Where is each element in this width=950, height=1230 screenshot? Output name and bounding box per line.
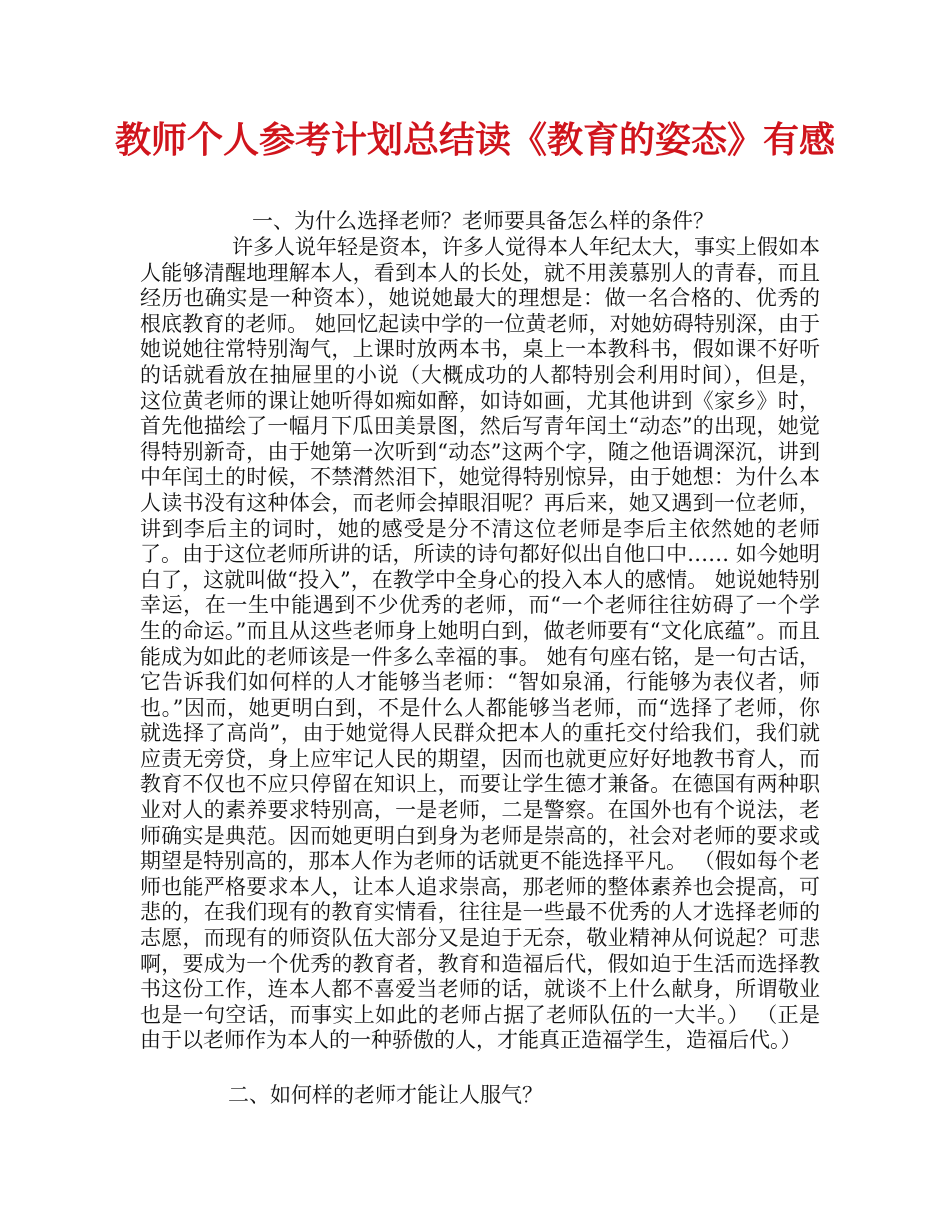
document-title: 教师个人参考计划总结读《教育的姿态》有感 — [114, 120, 835, 161]
section-heading-2: 二、如何样的老师才能让人服气？ — [228, 1083, 543, 1107]
section-heading-1: 一、为什么选择老师？老师要具备怎么样的条件？ — [252, 209, 714, 233]
body-paragraph: 许多人说年轻是资本，许多人觉得本人年纪太大，事实上假如本人能够清醒地理解本人，看到本人的长处，就不用羡慕别人的青春，而且经历也确实是一种资本），她说她最大的理想是：做一名合格的、优秀的根底教育的老师。 她回忆起读中学的一位黄老师，对她妨碍特别深，由于她说她往常特别淘气，上课时放两本书，桌上一本教科书，假如课不好听的话就看放在抽屉里的小说（大概成功的人都特别会利用时间），但是，这位黄老师的课让她听得如痴如醉，如诗如画，尤其他讲到《家乡》时，首先他描绘了一幅月下瓜田美景图，然后写青年闰土“动态”的出现，她觉得特别新奇，由于她第一次听到“动态”这两个字，随之他语调深沉，讲到中年闰土的时候，不禁潸然泪下，她觉得特别惊异，由于她想：为什么本人读书没有这种体会，而老师会掉眼泪呢？再后来，她又遇到一位老师，讲到李后主的词时，她的感受是分不清这位老师是李后主依然她的老师了。由于这位老师所讲的话，所读的诗句都好似出自他口中…… 如今她明白了，这就叫做“投入”，在教学中全身心的投入本人的感情。 她说她特别幸运，在一生中能遇到不少优秀的老师，而“一个老师往往妨碍了一个学生的命运。”而且从这些老师身上她明白到，做老师要有“文化底蕴”。而且能成为如此的老师该是一件多么幸福的事。 她有句座右铭，是一句古话，它告诉我们如何样的人才能够当老师：“智如泉涌，行能够为表仪者，师也。”因而，她更明白到，不是什么人都能够当老师，而“选择了老师，你就选择了高尚”，由于她觉得人民群众把本人的重托交付给我们，我们就应责无旁贷，身上应牢记人民的期望，因而也就更应好好地教书育人，而教育不仅也不应只停留在知识上，而要让学生德才兼备。在德国有两种职业对人的素养要求特别高，一是老师，二是警察。在国外也有个说法，老师确实是典范。因而她更明白到身为老师是崇高的，社会对老师的要求或期望是特别高的，那本人作为老师的话就更不能选择平凡。 （假如每个老师也能严格要求本人，让本人追求崇高，那老师的整体素养也会提高，可悲的，在我们现有的教育实情看，往往是一些最不优秀的人才选择老师的志愿，而现有的师资队伍大部分又是迫于无奈，敬业精神从何说起？可悲啊，要成为一个优秀的教育者，教育和造福后代，假如迫于生活而选择教书这份工作，连本人都不喜爱当老师的话，就谈不上什么献身，所谓敬业也是一句空话，而事实上如此的老师占据了老师队伍的一大半。） （正是由于以老师作为本人的一种骄傲的人，才能真正造福学生，造福后代。） — [140, 235, 820, 1053]
